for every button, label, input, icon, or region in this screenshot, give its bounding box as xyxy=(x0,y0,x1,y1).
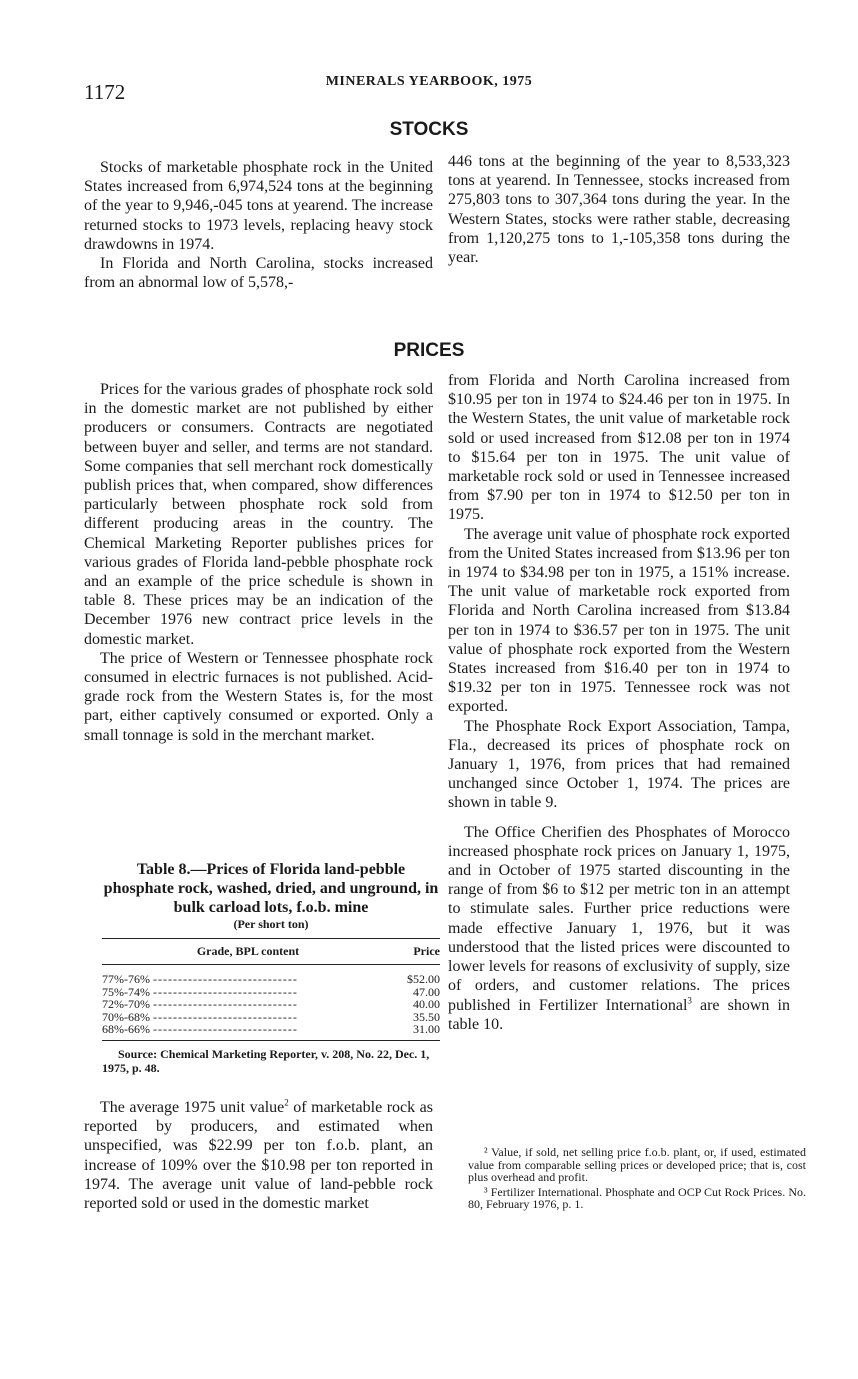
grade-cell: 77%-76% xyxy=(102,972,150,986)
column-header-price: Price xyxy=(394,939,440,965)
prices-right-column xyxy=(448,371,790,1034)
table-row: 77%-76% ----------------------------- $52.00 xyxy=(102,965,440,986)
price-cell: 31.00 xyxy=(394,1023,440,1040)
table-row: 70%-68% ----------------------------- 35.50 xyxy=(102,1009,440,1024)
prices-left-column xyxy=(84,380,433,745)
paragraph: The average 1975 unit value$^2$ of marketable rock as reported by producers, and estimated when unspecified, was $22.99 per ton f.o.b. plant, an increase of 109% over the $10.98 per ton reported in 1974. The average unit value of land-pebble rock reported sold or used in the domestic market xyxy=(84,1097,433,1213)
price-table xyxy=(102,938,440,1041)
stocks-heading: STOCKS xyxy=(389,119,469,140)
footnotes xyxy=(468,1146,806,1213)
paragraph: The Office Cherifien des Phosphates of Morocco increased phosphate rock prices on January 1, 1975, and in October of 1975 started discounting in the range of from $6 to $12 per metric ton in an attempt to stimulate sales. Further price reductions were made effective January 1, 1976, but it was understood that the listed prices were discounted to lower levels for reasons of exclusivity of supply, size of orders, and customer relations. The prices published in Fertilizer International$^3$ are shown in table 10. xyxy=(448,823,790,1033)
table-caption: Table 8.—Prices of Florida land-pebble phosphate rock, washed, dried, and unground, in bulk carload lots, f.o.b. mine xyxy=(103,861,439,916)
paragraph: In Florida and North Carolina, stocks increased from an abnormal low of 5,578,- xyxy=(84,255,433,292)
price-cell: 35.50 xyxy=(413,1009,440,1024)
table-row: 75%-74% ----------------------------- 47.00 xyxy=(102,984,440,999)
footnote: ³ Fertilizer International. Phosphate and OCP Cut Rock Prices. No. 80, February 1976, p. 1. xyxy=(468,1184,806,1212)
paragraph: from Florida and North Carolina increased from $10.95 per ton in 1974 to $24.46 per ton in 1975. In the Western States, the unit value of marketable rock sold or used increased from $12.08 per ton in 1974 to $15.64 per ton in 1975. The unit value of marketable rock sold or used in Tennessee increased from $7.90 per ton in 1974 to $12.50 per ton in 1975. xyxy=(448,372,790,524)
price-cell: 40.00 xyxy=(413,997,440,1011)
grade-cell: 70%-68% xyxy=(102,1010,150,1023)
table-source: Source: Chemical Marketing Reporter, v. 208, No. 22, Dec. 1, 1975, p. 48. xyxy=(102,1046,430,1075)
footnote: ² Value, if sold, net selling price f.o.b. plant, or, if used, estimated value from comparable selling prices or developed price; that is, cost plus overhead and profit. xyxy=(468,1145,806,1185)
stocks-right-column xyxy=(448,152,790,267)
price-cell: 47.00 xyxy=(413,984,440,999)
page-number: 1172 xyxy=(84,80,126,104)
paragraph: The price of Western or Tennessee phosphate rock consumed in electric furnaces is not published. Acid-grade rock from the Western States is, for the most part, either captively consumed or exported. Only a small tonnage is sold in the merchant market. xyxy=(84,649,433,744)
footnote-ref: 3 xyxy=(687,995,692,1006)
prices-left-column-continued xyxy=(84,1098,433,1213)
prices-heading: PRICES xyxy=(393,340,465,361)
stocks-left-column xyxy=(84,158,433,292)
paragraph: The average unit value of phosphate rock exported from the United States increased from $13.96 per ton in 1974 to $34.98 per ton in 1975, a 151% increase. The unit value of marketable rock exported from Florida and North Carolina increased from $13.84 per ton in 1974 to $36.57 per ton in 1975. The unit value of phosphate rock exported from the Western States increased from $16.40 per ton in 1974 to $19.32 per ton in 1975. Tennessee rock was not exported. xyxy=(448,525,790,716)
table-subcaption: (Per short ton) xyxy=(233,917,309,931)
column-header-grade: Grade, BPL content xyxy=(102,939,394,965)
running-title: MINERALS YEARBOOK, 1975 xyxy=(325,74,533,89)
table-8 xyxy=(102,860,440,1075)
grade-cell: 72%-70% xyxy=(102,998,150,1011)
paragraph: 446 tons at the beginning of the year to 8,533,323 tons at yearend. In Tennessee, stocks increased from 275,803 tons to 307,364 tons during the year. In the Western States, stocks were rather stable, decreasing from 1,120,275 tons to 1,-105,358 tons during the year. xyxy=(448,153,790,267)
paragraph: Prices for the various grades of phosphate rock sold in the domestic market are not published by either producers or consumers. Contracts are negotiated between buyer and seller, and terms are not standard. Some companies that sell merchant rock domestically publish prices that, when compared, show differences particularly between phosphate rock sold from different producing areas in the country. The Chemical Marketing Reporter publishes prices for various grades of Florida land-pebble phosphate rock and an example of the price schedule is shown in table 8. These prices may be an indication of the December 1976 new contract price levels in the domestic market. xyxy=(84,381,433,648)
grade-cell: 68%-66% xyxy=(102,1023,150,1036)
grade-cell: 75%-74% xyxy=(102,985,150,998)
price-cell: $52.00 xyxy=(407,972,440,986)
paragraph: Stocks of marketable phosphate rock in the United States increased from 6,974,524 tons at the beginning of the year to 9,946,-045 tons at yearend. The increase returned stocks to 1973 levels, replacing heavy stock drawdowns in 1974. xyxy=(84,159,433,253)
footnote-ref: 2 xyxy=(284,1097,289,1108)
paragraph: The Phosphate Rock Export Association, Tampa, Fla., decreased its prices of phosphate rock on January 1, 1976, from prices that had remained unchanged since October 1, 1974. The prices are shown in table 9. xyxy=(448,717,790,812)
table-row: 72%-70% ----------------------------- 40.00 xyxy=(102,997,440,1011)
table-row: 68%-66% ----------------------------- 31.00 xyxy=(102,1023,440,1040)
